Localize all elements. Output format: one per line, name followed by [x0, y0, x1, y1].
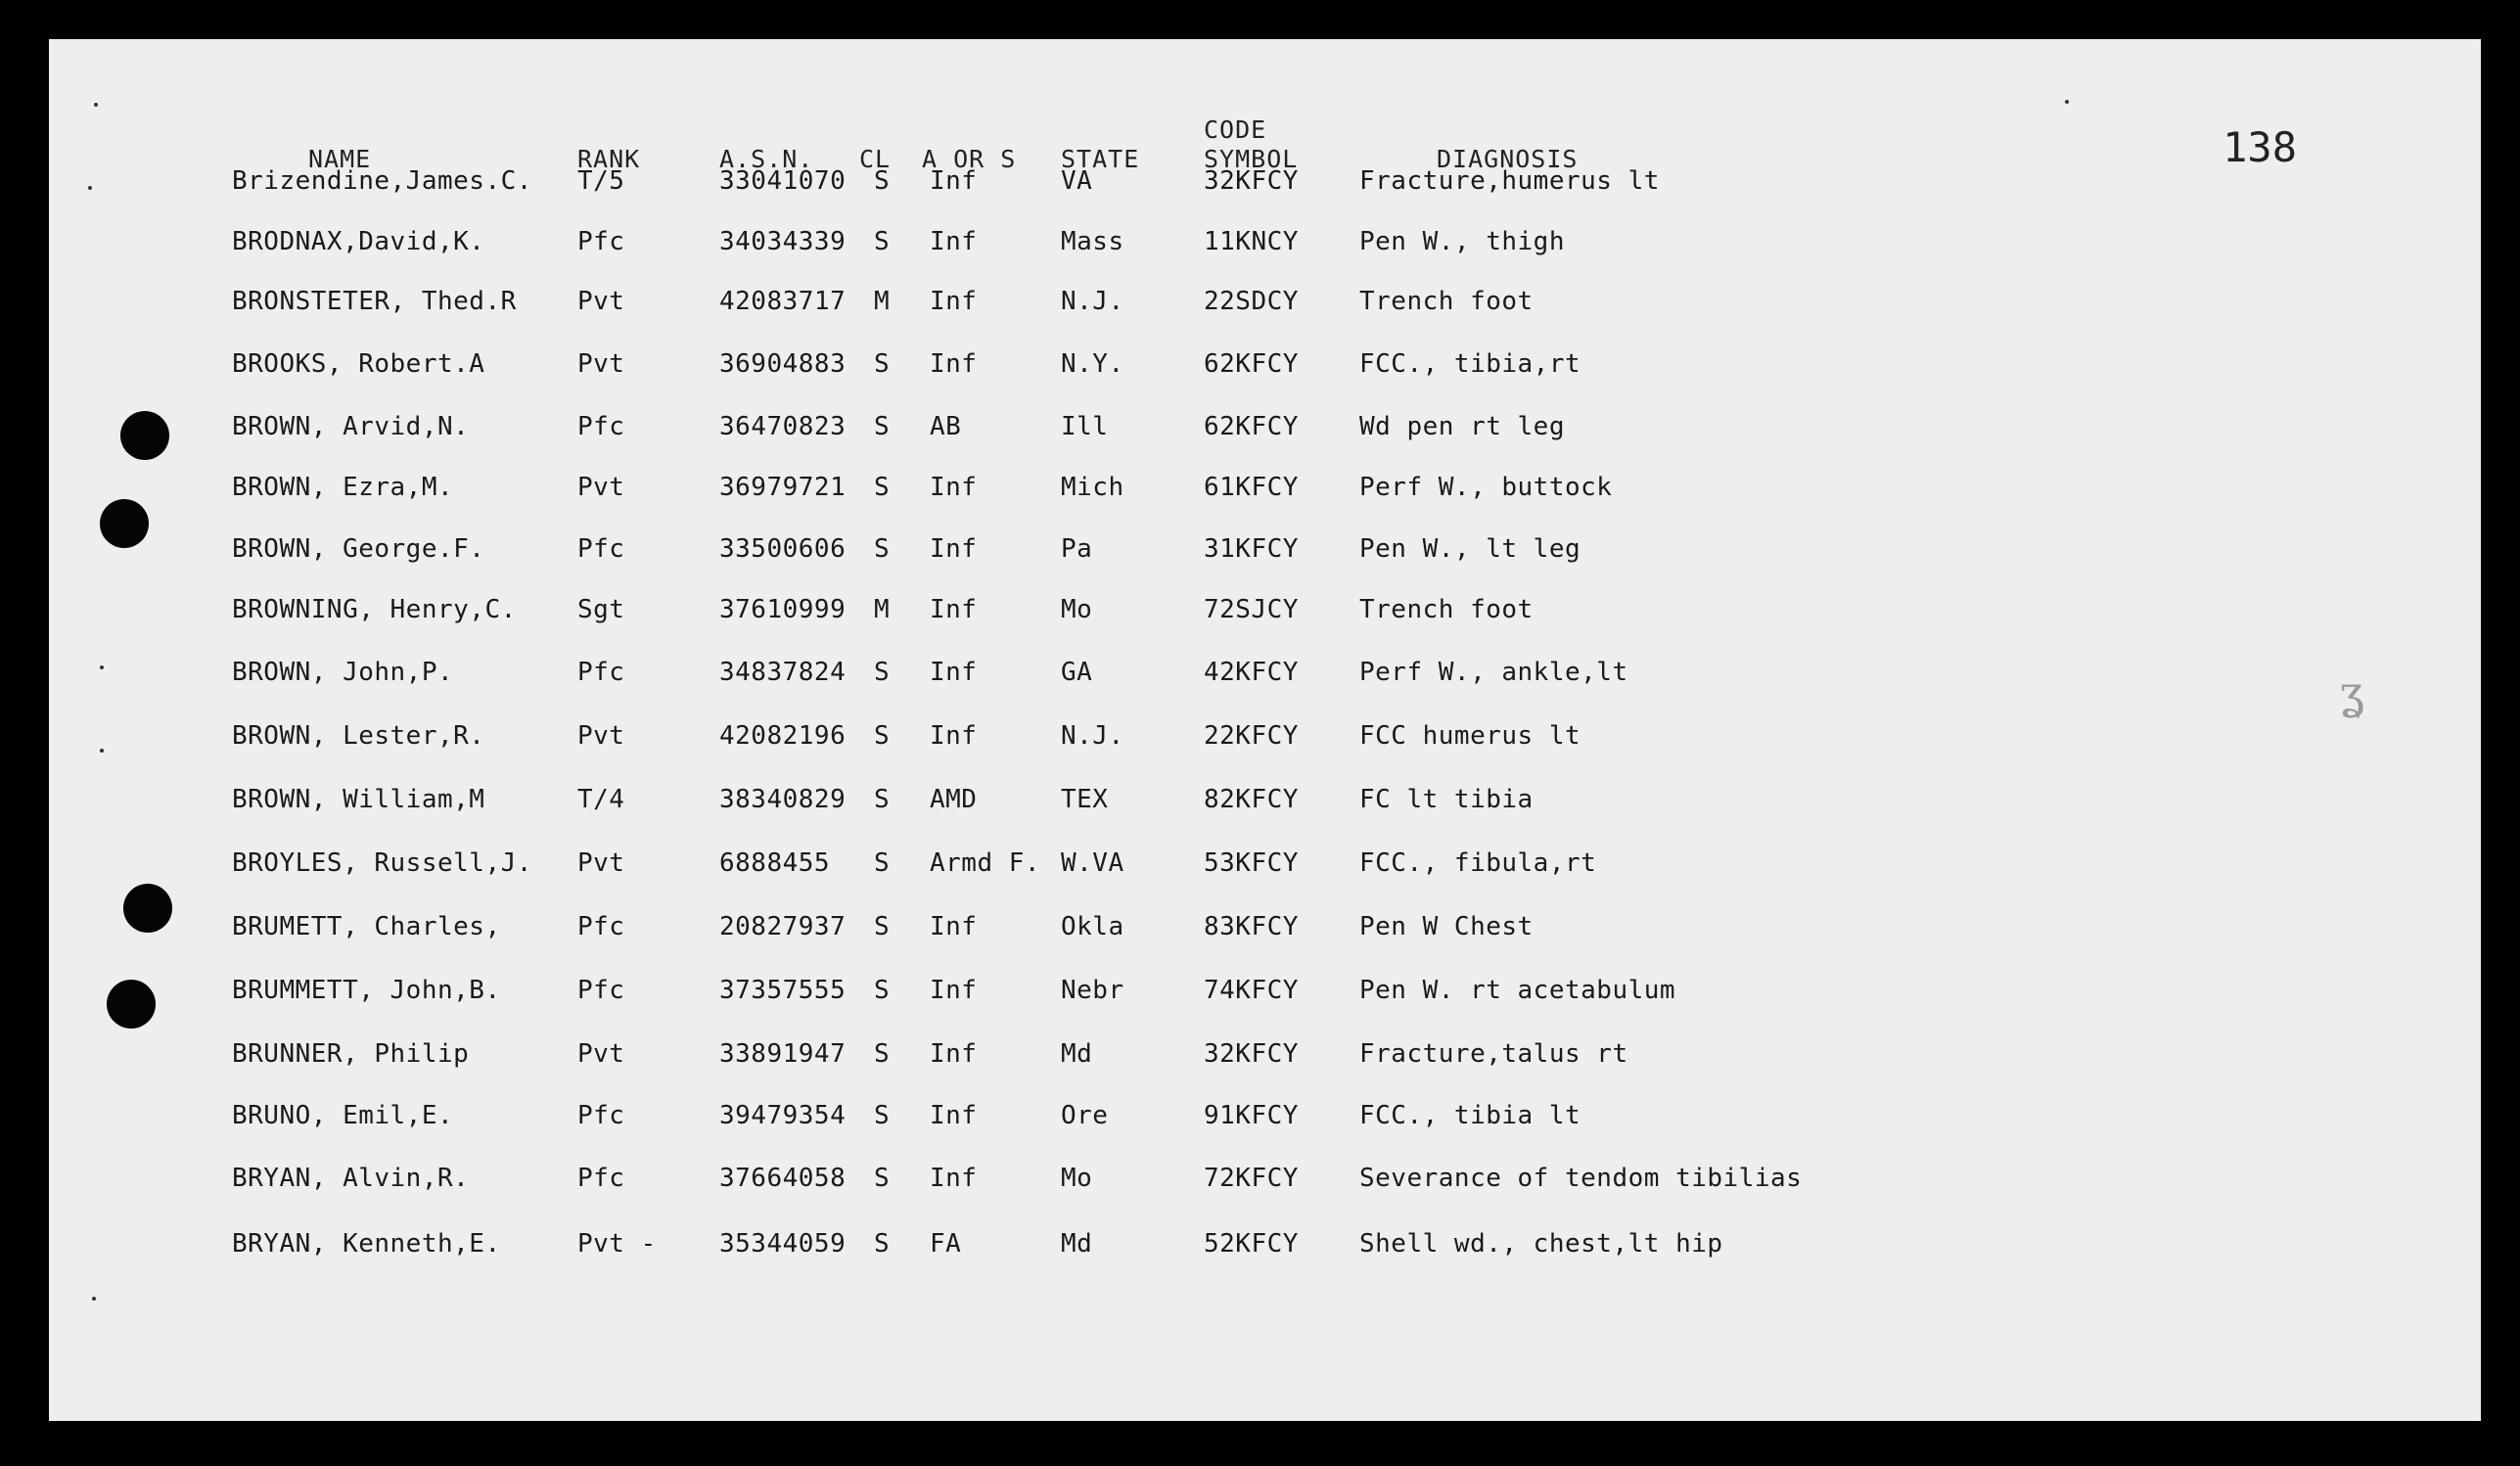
cell-code: 91KFCY: [1204, 1101, 1299, 1130]
cell-state: Md: [1061, 1229, 1093, 1259]
cell-name: BROWN, George.F.: [232, 534, 485, 564]
cell-cl: M: [874, 287, 891, 316]
cell-arm: Inf: [930, 658, 978, 687]
cell-name: BRUNNER, Philip: [232, 1039, 470, 1069]
cell-arm: Inf: [930, 227, 978, 256]
cell-rank: Pvt: [577, 848, 625, 878]
cell-code: 52KFCY: [1204, 1229, 1299, 1259]
cell-arm: Inf: [930, 595, 978, 624]
cell-rank: T/5: [577, 166, 625, 196]
cell-code: 72KFCY: [1204, 1164, 1299, 1193]
speck: [2065, 100, 2069, 104]
table-row: [49, 349, 2481, 398]
cell-asn: 35344059: [719, 1229, 847, 1259]
cell-diagnosis: Pen W. rt acetabulum: [1359, 976, 1676, 1005]
cell-diagnosis: Trench foot: [1359, 595, 1534, 624]
cell-cl: S: [874, 473, 891, 502]
cell-name: BROWNING, Henry,C.: [232, 595, 517, 624]
cell-asn: 42082196: [719, 721, 847, 751]
cell-diagnosis: Pen W Chest: [1359, 912, 1534, 941]
cell-asn: 34034339: [719, 227, 847, 256]
table-row: [49, 1039, 2481, 1088]
cell-arm: Inf: [930, 721, 978, 751]
cell-name: BRODNAX,David,K.: [232, 227, 485, 256]
cell-state: Ill: [1061, 412, 1109, 441]
cell-diagnosis: FCC., tibia,rt: [1359, 349, 1581, 379]
cell-code: 74KFCY: [1204, 976, 1299, 1005]
cell-state: TEX: [1061, 785, 1109, 814]
cell-rank: Sgt: [577, 595, 625, 624]
punch-hole: [107, 980, 156, 1029]
cell-cl: S: [874, 534, 891, 564]
cell-state: Mich: [1061, 473, 1124, 502]
cell-diagnosis: Wd pen rt leg: [1359, 412, 1565, 441]
cell-code: 72SJCY: [1204, 595, 1299, 624]
speck: [88, 186, 92, 190]
cell-diagnosis: Pen W., lt leg: [1359, 534, 1581, 564]
cell-code: 22KFCY: [1204, 721, 1299, 751]
cell-arm: Armd F.: [930, 848, 1041, 878]
cell-code: 22SDCY: [1204, 287, 1299, 316]
cell-asn: 39479354: [719, 1101, 847, 1130]
table-row: [49, 1229, 2481, 1278]
cell-asn: 38340829: [719, 785, 847, 814]
cell-state: Nebr: [1061, 976, 1124, 1005]
cell-state: W.VA: [1061, 848, 1124, 878]
cell-code: 82KFCY: [1204, 785, 1299, 814]
cell-diagnosis: FCC humerus lt: [1359, 721, 1581, 751]
cell-cl: S: [874, 412, 891, 441]
table-row: [49, 227, 2481, 276]
cell-asn: 6888455: [719, 848, 831, 878]
cell-state: N.J.: [1061, 721, 1124, 751]
punch-hole: [100, 499, 149, 548]
speck: [100, 749, 104, 753]
cell-rank: Pfc: [577, 534, 625, 564]
cell-cl: S: [874, 227, 891, 256]
table-row: [49, 595, 2481, 644]
cell-rank: Pvt: [577, 473, 625, 502]
cell-arm: Inf: [930, 473, 978, 502]
header-rank: RANK: [577, 145, 641, 173]
cell-name: BRUMETT, Charles,: [232, 912, 501, 941]
cell-rank: Pvt: [577, 721, 625, 751]
cell-code: 61KFCY: [1204, 473, 1299, 502]
cell-rank: Pfc: [577, 227, 625, 256]
speck: [92, 1297, 96, 1301]
header-diagnosis: DIAGNOSIS: [1437, 145, 1579, 173]
cell-diagnosis: Fracture,talus rt: [1359, 1039, 1628, 1069]
cell-state: Ore: [1061, 1101, 1109, 1130]
header-cl: CL: [859, 145, 892, 173]
cell-arm: Inf: [930, 349, 978, 379]
cell-cl: M: [874, 595, 891, 624]
cell-state: Mo: [1061, 1164, 1093, 1193]
cell-cl: S: [874, 1164, 891, 1193]
table-row: [49, 848, 2481, 897]
cell-arm: Inf: [930, 166, 978, 196]
table-row: [49, 534, 2481, 583]
cell-cl: S: [874, 721, 891, 751]
cell-name: BROWN, John,P.: [232, 658, 454, 687]
cell-name: BROWN, Ezra,M.: [232, 473, 454, 502]
cell-state: Okla: [1061, 912, 1124, 941]
cell-code: 42KFCY: [1204, 658, 1299, 687]
punch-hole: [123, 884, 172, 933]
cell-rank: Pfc: [577, 412, 625, 441]
cell-rank: Pvt: [577, 349, 625, 379]
cell-cl: S: [874, 166, 891, 196]
cell-cl: S: [874, 1229, 891, 1259]
table-row: [49, 785, 2481, 834]
cell-diagnosis: FCC., fibula,rt: [1359, 848, 1597, 878]
header-asn: A.S.N.: [719, 145, 814, 173]
page-number: 138: [2222, 123, 2297, 171]
cell-rank: Pvt: [577, 287, 625, 316]
cell-state: Md: [1061, 1039, 1093, 1069]
table-row: [49, 912, 2481, 961]
table-row: [49, 1101, 2481, 1150]
cell-name: BRUNO, Emil,E.: [232, 1101, 454, 1130]
table-row: [49, 721, 2481, 770]
cell-arm: Inf: [930, 287, 978, 316]
cell-arm: Inf: [930, 912, 978, 941]
cell-asn: 34837824: [719, 658, 847, 687]
cell-rank: Pfc: [577, 1164, 625, 1193]
cell-code: 31KFCY: [1204, 534, 1299, 564]
cell-code: 62KFCY: [1204, 349, 1299, 379]
cell-code: 11KNCY: [1204, 227, 1299, 256]
cell-diagnosis: Perf W., buttock: [1359, 473, 1613, 502]
cell-state: N.J.: [1061, 287, 1124, 316]
cell-name: Brizendine,James.C.: [232, 166, 532, 196]
cell-cl: S: [874, 785, 891, 814]
cell-code: 83KFCY: [1204, 912, 1299, 941]
speck: [94, 103, 98, 107]
cell-state: VA: [1061, 166, 1093, 196]
cell-state: GA: [1061, 658, 1093, 687]
cell-cl: S: [874, 1101, 891, 1130]
header-code-line2: SYMBOL: [1204, 145, 1299, 173]
table-row: [49, 1164, 2481, 1213]
header-code-line1: CODE: [1204, 115, 1267, 144]
cell-asn: 33500606: [719, 534, 847, 564]
table-row: [49, 166, 2481, 215]
cell-rank: T/4: [577, 785, 625, 814]
cell-code: 62KFCY: [1204, 412, 1299, 441]
cell-diagnosis: Pen W., thigh: [1359, 227, 1565, 256]
cell-asn: 37357555: [719, 976, 847, 1005]
cell-code: 53KFCY: [1204, 848, 1299, 878]
cell-rank: Pvt: [577, 1039, 625, 1069]
cell-name: BRYAN, Kenneth,E.: [232, 1229, 501, 1259]
cell-name: BRUMMETT, John,B.: [232, 976, 501, 1005]
cell-state: Mo: [1061, 595, 1093, 624]
header-name: NAME: [308, 145, 372, 173]
cell-diagnosis: FC lt tibia: [1359, 785, 1534, 814]
table-row: [49, 658, 2481, 707]
cell-diagnosis: Severance of tendom tibilias: [1359, 1164, 1803, 1193]
cell-cl: S: [874, 658, 891, 687]
cell-asn: 33891947: [719, 1039, 847, 1069]
cell-name: BROWN, Lester,R.: [232, 721, 485, 751]
cell-asn: 37664058: [719, 1164, 847, 1193]
cell-arm: AB: [930, 412, 962, 441]
cell-asn: 36904883: [719, 349, 847, 379]
cell-state: N.Y.: [1061, 349, 1124, 379]
table-row: [49, 412, 2481, 461]
cell-code: 32KFCY: [1204, 166, 1299, 196]
cell-asn: 33041070: [719, 166, 847, 196]
cell-diagnosis: Perf W., ankle,lt: [1359, 658, 1628, 687]
cell-cl: S: [874, 976, 891, 1005]
record-card: [49, 39, 2481, 1421]
cell-cl: S: [874, 1039, 891, 1069]
cell-code: 32KFCY: [1204, 1039, 1299, 1069]
table-row: [49, 287, 2481, 336]
cell-arm: Inf: [930, 976, 978, 1005]
cell-arm: AMD: [930, 785, 978, 814]
cell-diagnosis: Fracture,humerus lt: [1359, 166, 1660, 196]
cell-asn: 36979721: [719, 473, 847, 502]
cell-rank: Pfc: [577, 912, 625, 941]
cell-arm: Inf: [930, 1101, 978, 1130]
header-state: STATE: [1061, 145, 1140, 173]
cell-arm: Inf: [930, 1039, 978, 1069]
cell-name: BRONSTETER, Thed.R: [232, 287, 517, 316]
punch-hole: [120, 411, 169, 460]
cell-asn: 20827937: [719, 912, 847, 941]
cell-cl: S: [874, 349, 891, 379]
cell-name: BROWN, William,M: [232, 785, 485, 814]
cell-rank: Pfc: [577, 1101, 625, 1130]
cell-cl: S: [874, 912, 891, 941]
cell-asn: 36470823: [719, 412, 847, 441]
cell-asn: 42083717: [719, 287, 847, 316]
cell-arm: Inf: [930, 1164, 978, 1193]
cell-arm: FA: [930, 1229, 962, 1259]
cell-name: BROYLES, Russell,J.: [232, 848, 532, 878]
cell-name: BROOKS, Robert.A: [232, 349, 485, 379]
header-arm: A OR S: [922, 145, 1017, 173]
cell-diagnosis: Trench foot: [1359, 287, 1534, 316]
cell-arm: Inf: [930, 534, 978, 564]
cell-rank: Pfc: [577, 976, 625, 1005]
table-row: [49, 473, 2481, 522]
cell-rank: Pfc: [577, 658, 625, 687]
cell-asn: 37610999: [719, 595, 847, 624]
cell-state: Pa: [1061, 534, 1093, 564]
cell-rank: Pvt -: [577, 1229, 657, 1259]
cell-cl: S: [874, 848, 891, 878]
cell-diagnosis: FCC., tibia lt: [1359, 1101, 1581, 1130]
cell-state: Mass: [1061, 227, 1124, 256]
speck: [100, 665, 104, 669]
cell-diagnosis: Shell wd., chest,lt hip: [1359, 1229, 1723, 1259]
table-row: [49, 976, 2481, 1025]
cell-name: BRYAN, Alvin,R.: [232, 1164, 470, 1193]
cell-name: BROWN, Arvid,N.: [232, 412, 470, 441]
pencil-mark-icon: ʓ: [2339, 665, 2364, 718]
